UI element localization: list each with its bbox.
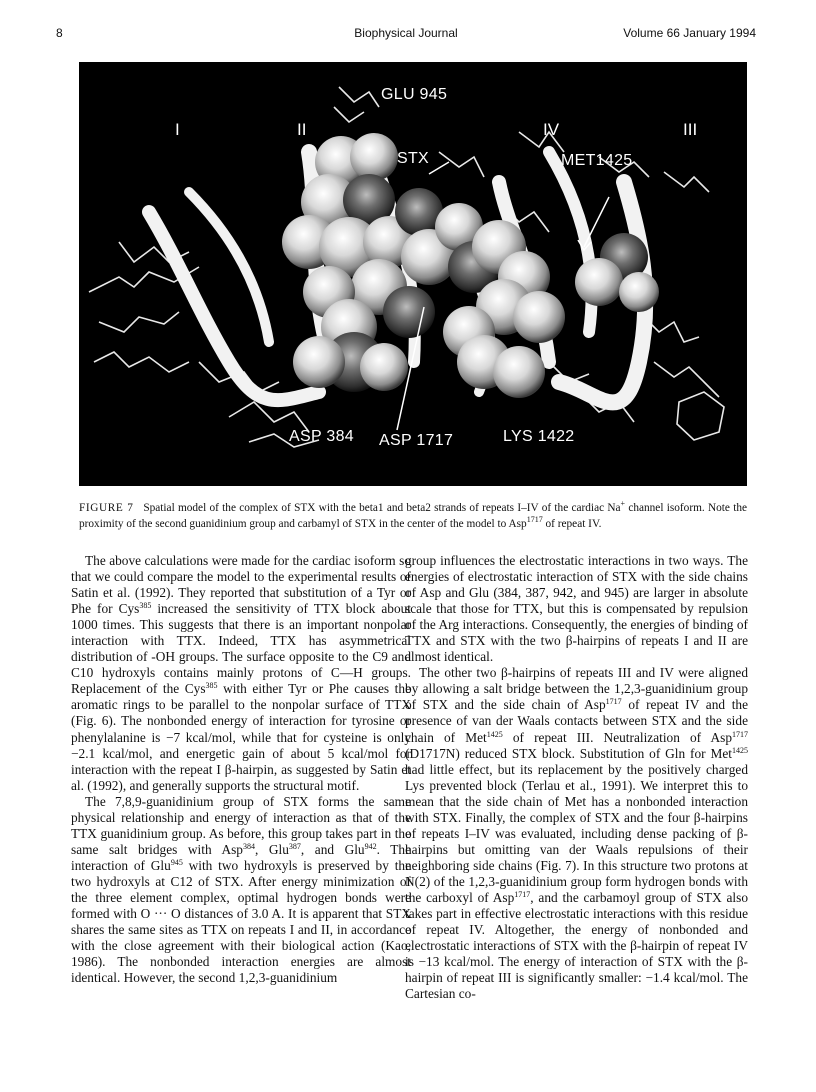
p2-sup-1: 384 — [242, 841, 255, 851]
paragraph-electrostatic — [405, 553, 748, 665]
space-filling-atoms — [282, 133, 659, 398]
label-met1425: MET1425 — [561, 152, 633, 169]
figure-7-molecular-model — [79, 62, 747, 486]
p4-text-1: The other two β-hairpins of repeats III and IV were aligned by allowing a salt bridge between the 1,2,3-guanidinium group of STX and the side chain of Asp — [405, 665, 748, 713]
volume-date: Volume 66 January 1994 — [623, 26, 756, 40]
caption-text-2: channel isoform. Note the proximity of the second guanidinium group and carbamyl of STX in the center of the model to Asp — [79, 502, 747, 530]
p4-sup-2: 1425 — [486, 729, 503, 739]
p4-sup-1: 1717 — [605, 697, 622, 707]
repeat-label-2: II — [297, 120, 307, 139]
caption-sup-2: 1717 — [526, 515, 543, 524]
body-column-left — [71, 553, 411, 986]
p4-text-4: (D1717N) reduced STX block. Substitution of Gln for Met — [405, 745, 732, 761]
label-lys1422: LYS 1422 — [503, 428, 575, 445]
figure-caption — [79, 500, 747, 532]
p4-text-6: , and the carbamoyl group of STX also takes part in effective electrostatic interactions with this residue of repeat IV. Altogether, the energy of nonbonded and electrostatic interactions of STX with the β-hairpin of repeat IV is −13 kcal/mol. The energy of interaction of STX with the β-hairpin of repeat III is significantly smaller: −1.4 kcal/mol. The Cartesian co- — [405, 889, 749, 1002]
repeat-label-3: III — [683, 120, 698, 139]
p1-text-2: increased the sensitivity of TTX block about 1000 times. This suggests that there is an important nonpolar interaction with TTX. Indeed, TTX has asymmetrical distribution of -OH groups. The surface opposite to the C9 and C10 hydroxyls contains mainly protons of C—H groups. Replacement of the Cys — [71, 601, 411, 697]
body-column-right — [405, 553, 748, 1002]
running-header — [56, 26, 756, 42]
caption-text-3: of repeat IV. — [542, 518, 602, 530]
paragraph-hairpins-iii-iv — [405, 665, 748, 1002]
p4-sup-4: 1425 — [732, 745, 748, 755]
p1-text-1: The above calculations were made for the cardiac isoform so that we could compare the model to the experimental results of Satin et al. (1992). They reported that substitution of a Tyr or Phe for Cys — [71, 553, 411, 617]
p2-text-4: . The interaction of Glu — [71, 841, 412, 873]
p2-text-2: , Glu — [254, 841, 289, 857]
p2-sup-2: 387 — [288, 841, 301, 851]
label-stx: STX — [397, 150, 430, 167]
caption-text-1: Spatial model of the complex of STX with the beta1 and beta2 strands of repeats I–IV of the cardiac Na — [143, 502, 621, 514]
p1-sup-2: 385 — [205, 681, 218, 691]
p2-sup-3: 942 — [364, 841, 377, 851]
p2-text-3: , and Glu — [300, 841, 365, 857]
page-number: 8 — [56, 26, 63, 40]
caption-label: FIGURE 7 — [79, 502, 134, 514]
p2-sup-4: 945 — [170, 857, 183, 867]
label-asp1717: ASP 1717 — [379, 432, 454, 449]
journal-title: Biophysical Journal — [354, 26, 458, 40]
p4-sup-5: 1717 — [514, 889, 531, 899]
paragraph-cardiac-isoform — [71, 553, 411, 794]
p4-sup-3: 1717 — [732, 729, 748, 739]
paragraph-guanidinium — [71, 794, 411, 987]
caption-sup-1: + — [620, 499, 626, 508]
p4-text-2: of repeat IV and the presence of van der Waals contacts between STX and the side chain of Met — [405, 697, 749, 745]
p4-text-3: of repeat III. Neutralization of Asp — [502, 729, 732, 745]
label-asp384: ASP 384 — [289, 428, 354, 445]
repeat-label-1: I — [175, 120, 180, 139]
p3-text-1: group influences the electrostatic interactions in two ways. The energies of electrostatic interaction of STX with the side chains of Asp and Glu (384, 387, 942, and 945) are larger in absolute scale that those for TTX, but this is compensated by repulsion of the Arg interactions. Consequently, the energies of binding of TTX and STX with the two β-hairpins of repeats I and II are almost identical. — [405, 553, 748, 665]
p4-text-5: had little effect, but its replacement by the positively charged Lys prevented block (Terlau et al., 1991). We interpret this to mean that the side chain of Met has a nonbonded interaction with STX. Finally, the complex of STX and the four β-hairpins of repeats I–IV was evaluated, including dense packing of β-hairpins but omitting van der Waals repulsions of their neighboring side chains (Fig. 7). In this structure two protons at N(2) of the 1,2,3-guanidinium group form hydrogen bonds with the carboxyl of Asp — [405, 761, 748, 905]
repeat-label-4: IV — [543, 120, 560, 139]
p2-text-1: The 7,8,9-guanidinium group of STX forms the same physical relationship and energy of interaction as that of the TTX guanidinium group. As before, this group takes part in the same salt bridges with Asp — [71, 793, 411, 857]
label-glu945: GLU 945 — [381, 86, 448, 103]
p1-sup-1: 385 — [139, 601, 152, 611]
p1-text-3: with either Tyr or Phe causes the aromatic rings to be parallel to the nonpolar surface of TTX (Fig. 6). The nonbonded energy of interaction for tyrosine or phenylalanine is −7 kcal/mol, while that for cysteine is only −2.1 kcal/mol, and energetic gain of about 5 kcal/mol for interaction with the repeat I β-hairpin, as suggested by Satin et al. (1992), and generally supports the structural motif. — [71, 681, 411, 793]
p2-text-5: with two hydroxyls is preserved by the two hydroxyls at C12 of STX. After energy minimization of the three element complex, optimal hydrogen bonds were formed with O ··· O distances of 3.0 A. It is apparent that STX shares the same sites as TTX on repeats I and II, in accordance with the close agreement with their biological action (Kao, 1986). The nonbonded interaction energies are almost identical. However, the second 1,2,3-guanidinium — [71, 857, 412, 986]
